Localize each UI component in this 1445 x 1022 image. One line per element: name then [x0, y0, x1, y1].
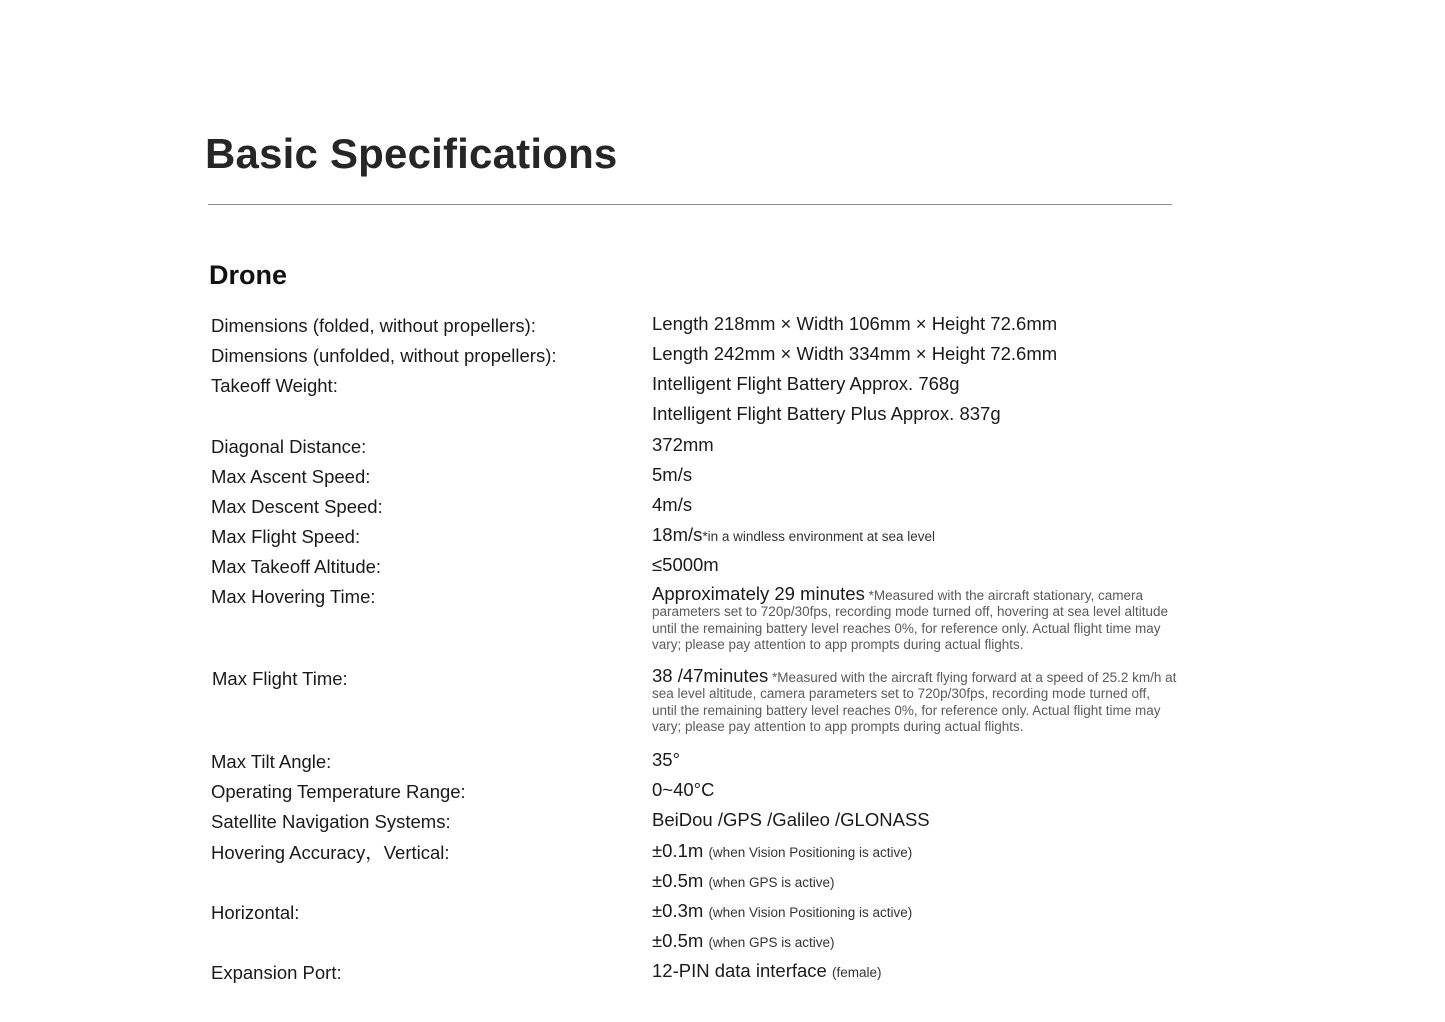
value-expansion-port	[652, 959, 881, 985]
value-vertical-accuracy-gps	[652, 869, 834, 895]
value-max-flight-speed-main: 18m/s	[652, 524, 703, 545]
value-expansion-port-main: 12-PIN data interface	[652, 960, 827, 981]
value-horizontal-accuracy-vision-note: (when Vision Positioning is active)	[708, 905, 913, 920]
label-takeoff-weight: Takeoff Weight:	[211, 375, 338, 396]
label-max-hovering-time: Max Hovering Time:	[211, 586, 376, 607]
label-satellite-navigation: Satellite Navigation Systems:	[211, 811, 451, 832]
value-max-flight-time	[652, 665, 1177, 735]
label-diagonal-distance: Diagonal Distance:	[211, 436, 367, 457]
value-max-hovering-time-note: *Measured with the aircraft stationary, camera parameters set to 720p/30fps, recording mode turned off, hovering at sea level altitude until the remaining battery level reaches 0%, for reference only. Actual flight time may vary; please pay attention to app prompts during actual flights.	[652, 588, 1169, 652]
value-operating-temperature: 0~40°C	[652, 779, 715, 800]
value-horizontal-accuracy-gps-main: ±0.5m	[652, 930, 704, 951]
label-operating-temperature: Operating Temperature Range:	[211, 781, 466, 802]
value-vertical-accuracy-vision	[652, 839, 912, 865]
label-dimensions-unfolded: Dimensions (unfolded, without propellers):	[211, 345, 557, 366]
section-title-drone: Drone	[209, 260, 288, 290]
value-max-flight-speed-note: *in a windless environment at sea level	[702, 529, 936, 544]
value-expansion-port-note: (female)	[831, 965, 882, 980]
page-title: Basic Specifications	[205, 130, 618, 177]
value-vertical-accuracy-vision-main: ±0.1m	[652, 840, 704, 861]
title-divider	[208, 204, 1172, 205]
label-expansion-port: Expansion Port:	[211, 962, 342, 983]
label-hovering-accuracy-vertical: Hovering Accuracy，Vertical:	[211, 842, 450, 863]
label-max-takeoff-altitude: Max Takeoff Altitude:	[211, 556, 382, 577]
label-dimensions-folded: Dimensions (folded, without propellers):	[211, 315, 536, 336]
value-max-flight-time-main: 38 /47minutes	[652, 665, 769, 686]
value-max-ascent-speed: 5m/s	[652, 464, 693, 485]
value-vertical-accuracy-gps-main: ±0.5m	[652, 870, 704, 891]
value-max-flight-speed	[652, 523, 935, 549]
value-max-tilt-angle: 35°	[652, 749, 680, 770]
value-horizontal-accuracy-vision	[652, 899, 912, 925]
value-max-descent-speed: 4m/s	[652, 494, 693, 515]
value-max-hovering-time-main: Approximately 29 minutes	[652, 583, 865, 604]
label-max-flight-speed: Max Flight Speed:	[211, 526, 361, 547]
value-vertical-accuracy-gps-note: (when GPS is active)	[708, 875, 835, 890]
label-max-tilt-angle: Max Tilt Angle:	[211, 751, 332, 772]
value-horizontal-accuracy-vision-main: ±0.3m	[652, 900, 704, 921]
value-diagonal-distance: 372mm	[652, 434, 714, 455]
value-horizontal-accuracy-gps	[652, 929, 834, 955]
label-max-ascent-speed: Max Ascent Speed:	[211, 466, 371, 487]
value-max-takeoff-altitude: ≤5000m	[652, 554, 719, 575]
value-satellite-navigation: BeiDou /GPS /Galileo /GLONASS	[652, 809, 930, 830]
value-max-flight-time-note: *Measured with the aircraft flying forward at a speed of 25.2 km/h at sea level altitude, camera parameters set to 720p/30fps, recording mode turned off, until the remaining battery level reaches 0%, for reference only. Actual flight time may vary; please pay attention to app prompts during actual flights.	[652, 670, 1177, 734]
value-vertical-accuracy-vision-note: (when Vision Positioning is active)	[708, 845, 913, 860]
label-hovering-accuracy-horizontal: Horizontal:	[211, 902, 300, 923]
value-dimensions-folded: Length 218mm × Width 106mm × Height 72.6mm	[652, 313, 1058, 334]
label-max-flight-time: Max Flight Time:	[212, 668, 348, 689]
value-dimensions-unfolded: Length 242mm × Width 334mm × Height 72.6mm	[652, 343, 1058, 364]
value-takeoff-weight-plus: Intelligent Flight Battery Plus Approx. 837g	[652, 403, 1001, 424]
value-horizontal-accuracy-gps-note: (when GPS is active)	[708, 935, 835, 950]
label-max-descent-speed: Max Descent Speed:	[211, 496, 383, 517]
value-takeoff-weight-standard: Intelligent Flight Battery Approx. 768g	[652, 373, 960, 394]
value-max-hovering-time	[652, 583, 1192, 653]
